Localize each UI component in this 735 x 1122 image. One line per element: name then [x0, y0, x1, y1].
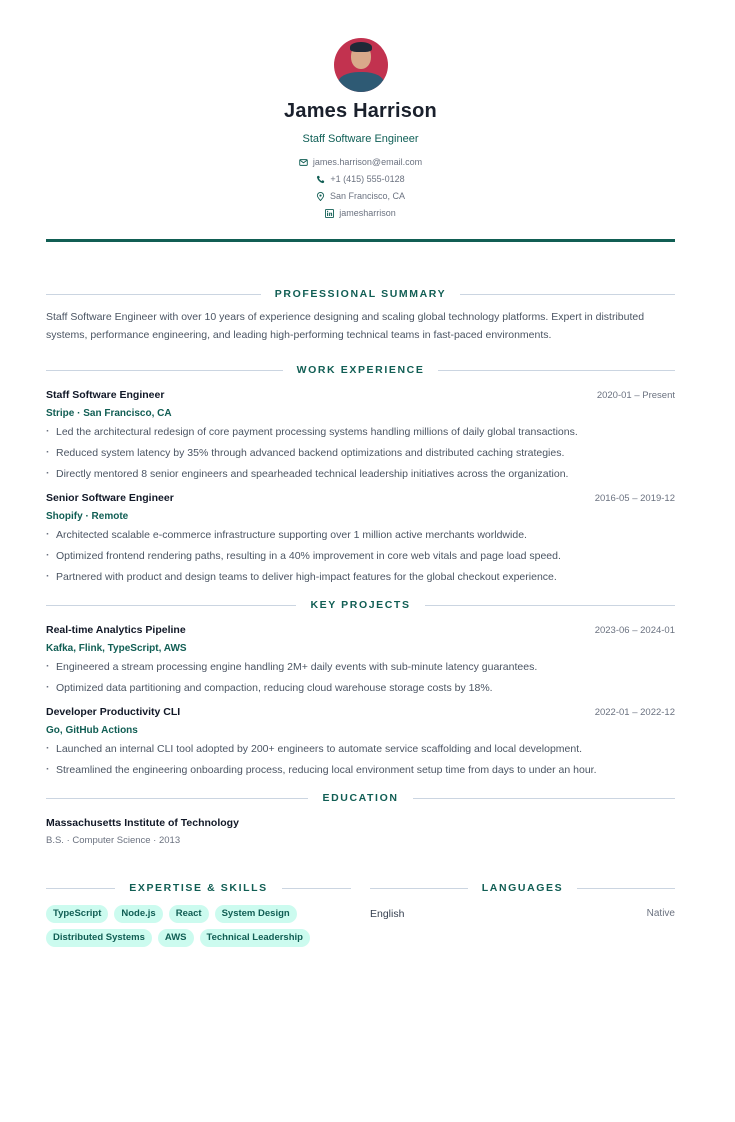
skill-tag: Technical Leadership	[200, 929, 310, 947]
section-heading-languages: LANGUAGES	[370, 882, 675, 894]
bullet-item: · Partnered with product and design teams to deliver high-impact features for the global checkout experience.	[46, 569, 675, 587]
skills-section	[46, 882, 351, 947]
job-dates: 2016-05 – 2019-12	[594, 492, 675, 504]
language-name: English	[370, 908, 405, 920]
project-name: Developer Productivity CLI	[46, 705, 181, 718]
section-heading-education: EDUCATION	[46, 792, 675, 804]
summary-text: Staff Software Engineer with over 10 years of experience designing and scaling global technology platforms. Expert in distributed systems, performance engineering, and leading high-performing technical teams in fast-paced environments.	[46, 311, 645, 341]
education-detail: B.S. · Computer Science · 2013	[46, 835, 181, 846]
skill-tag: TypeScript	[46, 905, 108, 923]
project-stack: Go, GitHub Actions	[46, 724, 138, 736]
language-row	[370, 908, 675, 920]
mail-icon	[299, 158, 308, 167]
job-role: Senior Software Engineer	[46, 491, 174, 504]
linkedin-icon	[325, 209, 334, 218]
education-school: Massachusetts Institute of Technology	[46, 817, 239, 829]
skill-tag: Node.js	[114, 905, 162, 923]
bullet-item: · Streamlined the engineering onboarding process, reducing local environment setup time from days to under an hour.	[46, 762, 675, 780]
job-bullets	[46, 424, 675, 484]
location-icon	[316, 192, 325, 201]
project-dates: 2023-06 – 2024-01	[594, 625, 675, 636]
skill-tag: React	[169, 905, 209, 923]
bullet-item: · Directly mentored 8 senior engineers and spearheaded technical leadership initiatives across the organization.	[46, 466, 675, 484]
education-entry	[46, 817, 675, 846]
skill-tag: System Design	[215, 905, 297, 923]
job-company: Stripe · San Francisco, CA	[46, 408, 172, 419]
project-stack: Kafka, Flink, TypeScript, AWS	[46, 643, 187, 654]
project-bullets	[46, 741, 675, 780]
bullet-item: · Reduced system latency by 35% through advanced backend optimizations and distributed caching strategies.	[46, 445, 675, 463]
skill-tag: AWS	[158, 929, 194, 947]
project-dates: 2022-01 – 2022-12	[594, 706, 675, 718]
job-dates: 2020-01 – Present	[596, 390, 675, 401]
bullet-item: · Optimized data partitioning and compaction, reducing cloud warehouse storage costs by 18%.	[46, 680, 675, 698]
contact-list	[46, 154, 675, 222]
section-heading-experience: WORK EXPERIENCE	[46, 364, 675, 376]
section-heading-skills: EXPERTISE & SKILLS	[46, 882, 351, 894]
contact-linkedin[interactable]: jamesharrison	[46, 205, 675, 222]
languages-section	[370, 882, 675, 947]
bullet-item: · Architected scalable e-commerce infrastructure supporting over 1 million active merchants worldwide.	[46, 527, 675, 545]
project-entry	[46, 706, 675, 780]
job-company: Shopify · Remote	[46, 510, 129, 522]
bullet-item: · Launched an internal CLI tool adopted by 200+ engineers to automate service scaffolding and local development.	[46, 741, 675, 759]
experience-entry	[46, 492, 675, 587]
section-heading-projects: KEY PROJECTS	[46, 599, 675, 611]
resume-header	[46, 0, 675, 242]
job-role: Staff Software Engineer	[46, 389, 165, 401]
candidate-title: Staff Software Engineer	[302, 133, 419, 145]
resume-page	[46, 0, 675, 947]
avatar	[334, 38, 388, 92]
contact-phone[interactable]: +1 (415) 555-0128	[46, 171, 675, 188]
bullet-item: · Optimized frontend rendering paths, resulting in a 40% improvement in core web vitals and page load speed.	[46, 548, 675, 566]
experience-entry	[46, 389, 675, 484]
header-divider	[46, 239, 675, 242]
phone-icon	[316, 175, 325, 184]
language-level: Native	[646, 908, 675, 919]
project-bullets	[46, 659, 675, 698]
project-entry	[46, 624, 675, 698]
skill-tags	[46, 905, 351, 947]
candidate-name: James Harrison	[284, 100, 437, 122]
skill-tag: Distributed Systems	[46, 929, 152, 947]
contact-email[interactable]: james.harrison@email.com	[46, 154, 675, 171]
section-heading-summary: PROFESSIONAL SUMMARY	[46, 288, 675, 300]
project-name: Real-time Analytics Pipeline	[46, 624, 186, 636]
job-bullets	[46, 527, 675, 587]
bullet-item: · Led the architectural redesign of core payment processing systems handling millions of daily global transactions.	[46, 424, 675, 442]
contact-location: San Francisco, CA	[46, 188, 675, 205]
bullet-item: · Engineered a stream processing engine handling 2M+ daily events with sub-minute latency guarantees.	[46, 659, 675, 677]
skills-languages-row	[46, 882, 675, 947]
